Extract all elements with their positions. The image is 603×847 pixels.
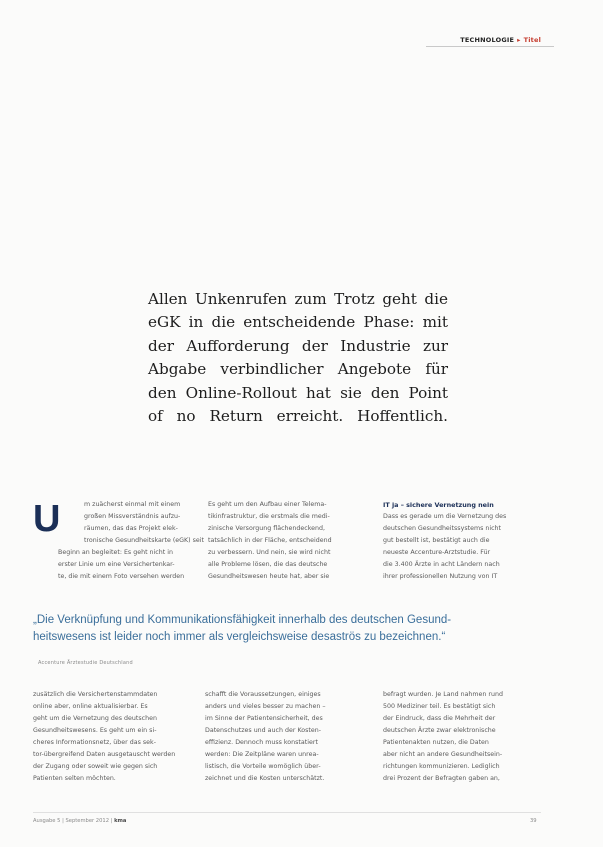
text-line: die 3.400 Ärzte in acht Ländern nach	[383, 561, 500, 568]
pull-quote	[33, 612, 543, 646]
text-line: geht um die Vernetzung des deutschen	[33, 715, 157, 722]
text-line: Patientenakten nutzen, die Daten	[383, 739, 489, 746]
text-line: m zuächerst einmal mit einem	[84, 501, 181, 508]
text-line: großen Missverständnis aufzu-	[84, 513, 181, 520]
body-column-4	[33, 689, 176, 785]
text-line: neueste Accenture-Arztstudie. Für	[383, 549, 491, 556]
text-line: Es geht um den Aufbau einer Telema-	[208, 501, 327, 508]
text-line: der Eindruck, dass die Mehrheit der	[383, 715, 496, 722]
teaser-line: Abgabe verbindlicher Angebote für	[148, 360, 448, 379]
subsection-label: Titel	[523, 36, 541, 44]
page-number: 39	[530, 818, 537, 824]
text-line: im Sinne der Patientensicherheit, des	[205, 715, 323, 722]
footer	[33, 818, 126, 824]
text-line: Gesundheitswesen heute hat, aber sie	[208, 573, 330, 580]
body-column-6	[383, 689, 541, 785]
text-line: deutschen Ärzte zwar elektronische	[383, 727, 496, 734]
text-line: zeichnet und die Kosten unterschätzt.	[205, 775, 325, 782]
body-column-1	[58, 499, 204, 583]
teaser-line: der Aufforderung der Industrie zur	[148, 336, 448, 355]
footer-issue: Ausgabe 5 | September 2012 |	[33, 818, 113, 824]
text-line: Gesundheitswesens. Es geht um ein si-	[33, 727, 157, 734]
arrow-right-icon: ▸	[517, 36, 521, 44]
text-line: tikinfrastruktur, die erstmals die medi-	[208, 513, 330, 520]
text-line: Beginn an begleitet: Es geht nicht in	[58, 549, 173, 556]
text-line: zu verbessern. Und nein, sie wird nicht	[208, 549, 331, 556]
text-line: Datenschutzes und auch der Kosten-	[205, 727, 321, 734]
body-column-5	[205, 689, 355, 785]
section-label: TECHNOLOGIE	[460, 36, 515, 44]
text-line: werden: Die Zeitpläne waren unrea-	[205, 751, 319, 758]
text-line: drei Prozent der Befragten gaben an,	[383, 775, 500, 782]
text-line: cheres Informationsnetz, über das sek-	[33, 739, 156, 746]
text-line: tronische Gesundheitskarte (eGK) seit	[84, 537, 204, 544]
text-line: te, die mit einem Foto versehen werden	[58, 573, 185, 580]
text-line: der Zugang oder soweit wie gegen sich	[33, 763, 158, 770]
text-line: tatsächlich in der Fläche, entscheidend	[208, 537, 332, 544]
text-line: ihrer professionellen Nutzung von IT	[383, 573, 498, 580]
quote-source: Accenture Ärztestudie Deutschland	[38, 660, 133, 666]
text-line: alle Probleme lösen, die das deutsche	[208, 561, 328, 568]
text-line: listisch, die Vorteile womöglich über-	[205, 763, 321, 770]
teaser-line: den Online-Rollout hat sie den Point	[148, 383, 448, 402]
text-line: deutschen Gesundheitssystems nicht	[383, 525, 502, 532]
text-line: befragt wurden. Je Land nahmen rund	[383, 691, 503, 698]
body-column-3	[383, 499, 541, 583]
text-line: anders und vieles besser zu machen –	[205, 703, 326, 710]
text-line: schafft die Voraussetzungen, einiges	[205, 691, 321, 698]
text-line: effizienz. Dennoch muss konstatiert	[205, 739, 318, 746]
footer-rule	[33, 812, 541, 813]
header-rule	[426, 46, 554, 47]
text-line: richtungen kommunizieren. Lediglich	[383, 763, 500, 770]
section-header	[460, 36, 541, 44]
body-column-2	[208, 499, 348, 583]
quote-line: „Die Verknüpfung und Kommunikationsfähigkeit innerhalb des deutschen Gesund-	[33, 614, 452, 626]
text-line: tor-übergreifend Daten ausgetauscht werden	[33, 751, 176, 758]
text-line: online aber, online aktualisierbar. Es	[33, 703, 148, 710]
section-subheading: IT ja – sichere Vernetzung nein	[383, 501, 494, 509]
quote-line: heitswesens ist leider noch immer als vergleichsweise desaströs zu bezeichnen.“	[33, 631, 446, 643]
text-line: gut bestellt ist, bestätigt auch die	[383, 537, 490, 544]
text-line: Patienten selten möchten.	[33, 775, 116, 782]
teaser-line: eGK in die entscheidende Phase: mit	[148, 313, 448, 332]
text-line: Dass es gerade um die Vernetzung des	[383, 513, 507, 520]
text-line: erster Linie um eine Versichertenkar-	[58, 561, 175, 568]
text-line: 500 Mediziner teil. Es bestätigt sich	[383, 703, 496, 710]
text-line: zusätzlich die Versichertenstammdaten	[33, 691, 158, 698]
teaser	[148, 288, 448, 428]
text-line: zinische Versorgung flächendeckend,	[208, 525, 326, 532]
teaser-line: of no Return erreicht. Hoffentlich.	[148, 407, 448, 426]
text-line: räumen, das das Projekt elek-	[84, 525, 178, 532]
teaser-line: Allen Unkenrufen zum Trotz geht die	[148, 290, 448, 308]
drop-cap: U	[33, 498, 61, 540]
text-line: aber nicht an andere Gesundheitsein-	[383, 751, 503, 758]
footer-brand: kma	[114, 818, 127, 824]
